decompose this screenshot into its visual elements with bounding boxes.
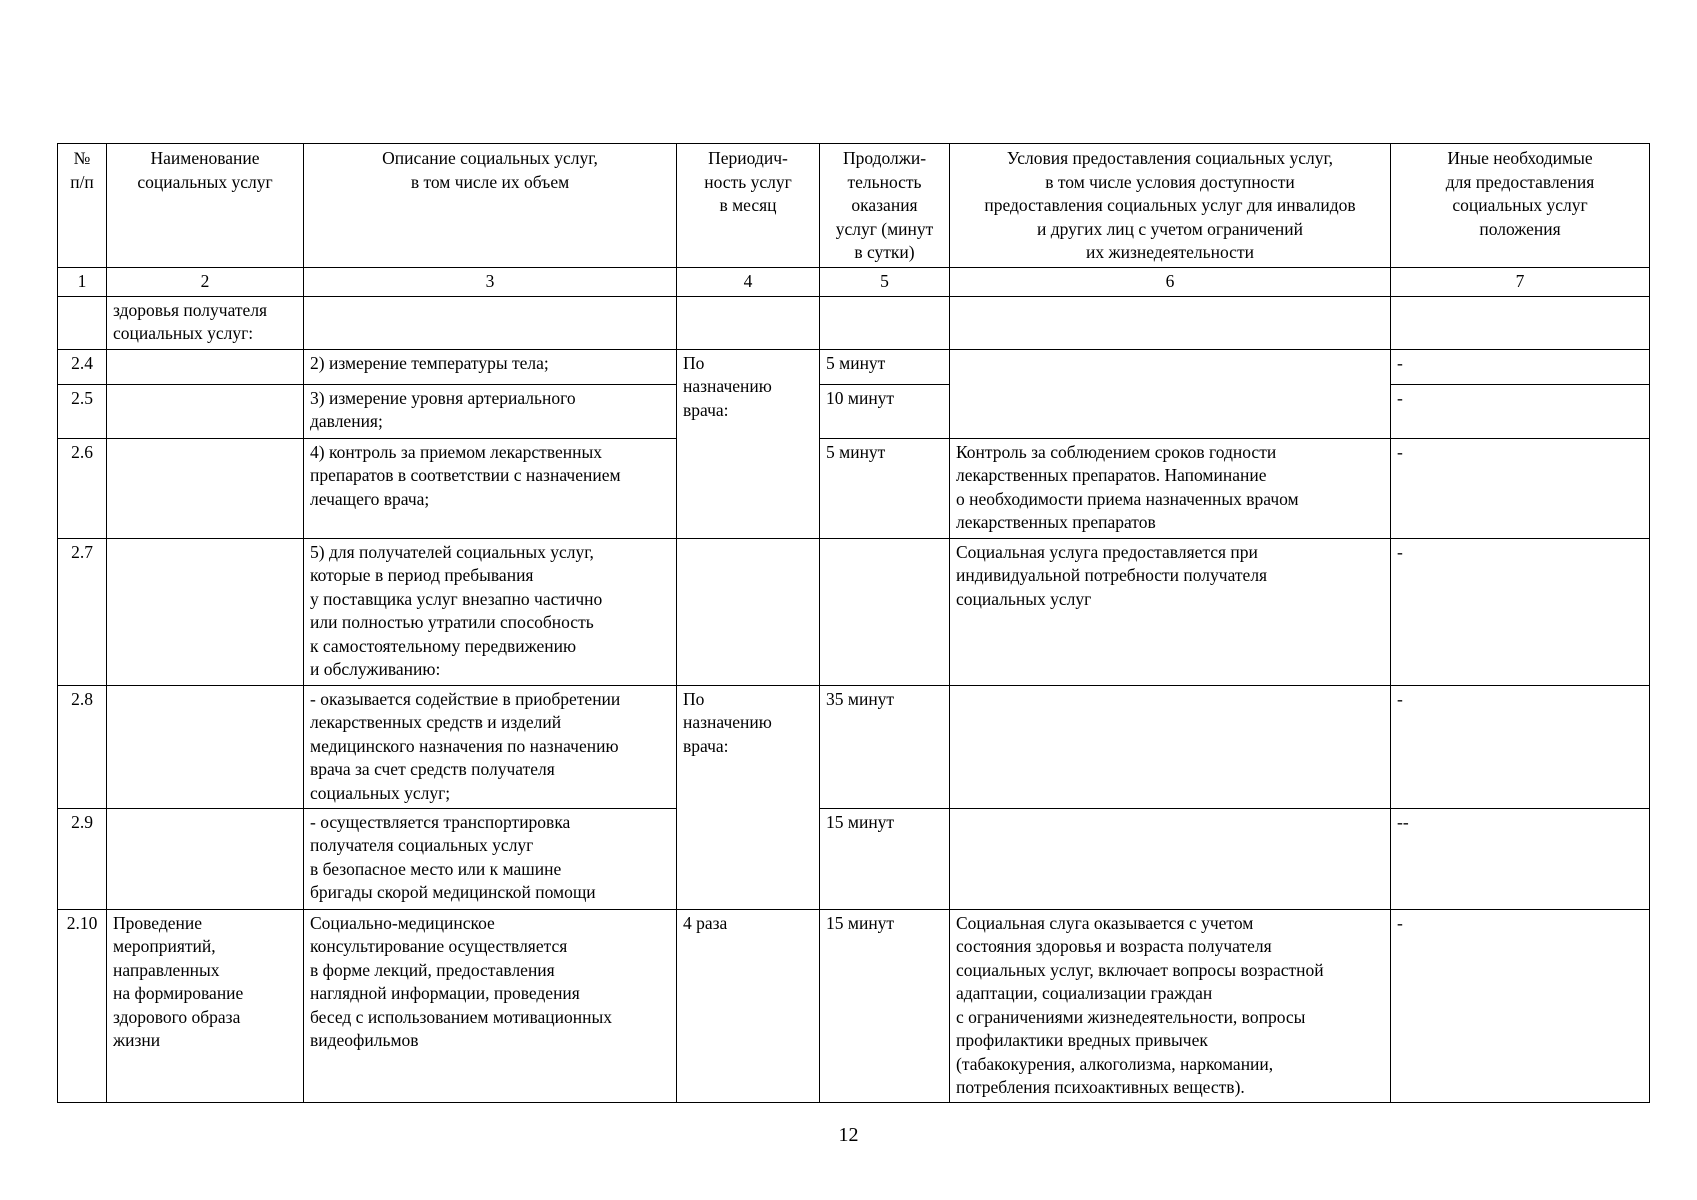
other-provisions-cell: - (1391, 438, 1650, 538)
description-cell: 5) для получателей социальных услуг, которые в период пребывания у поставщика услуг внезапно частично или полностью утратили способность к самостоятельному передвижению и обслуживанию: (304, 538, 677, 685)
table-row (58, 438, 1650, 538)
other-provisions-cell: - (1391, 384, 1650, 438)
row-number-cell: 2.8 (58, 685, 107, 808)
row-number-cell: 2.6 (58, 438, 107, 538)
header-description: Описание социальных услуг, в том числе их объем (304, 144, 677, 268)
service-name-cell (107, 438, 304, 538)
table-row (58, 349, 1650, 384)
table-header-row (58, 144, 1650, 268)
other-provisions-cell: - (1391, 349, 1650, 384)
description-cell: - осуществляется транспортировка получателя социальных услуг в безопасное место или к машине бригады скорой медицинской помощи (304, 808, 677, 909)
duration-cell (820, 538, 950, 685)
header-number: № п/п (58, 144, 107, 268)
row-number-cell: 2.7 (58, 538, 107, 685)
periodicity-cell: По назначению врача: (677, 685, 820, 909)
service-name-cell: здоровья получателя социальных услуг: (107, 296, 304, 349)
conditions-cell: Контроль за соблюдением сроков годности лекарственных препаратов. Напоминание о необходимости приема назначенных врачом лекарственных препаратов (950, 438, 1391, 538)
row-number-cell: 2.5 (58, 384, 107, 438)
table-row (58, 296, 1650, 349)
periodicity-cell: 4 раза (677, 909, 820, 1102)
table-row (58, 909, 1650, 1102)
conditions-cell (950, 296, 1391, 349)
description-cell: - оказывается содействие в приобретении лекарственных средств и изделий медицинского назначения по назначению врача за счет средств получателя социальных услуг; (304, 685, 677, 808)
column-number-1: 1 (58, 267, 107, 296)
conditions-cell (950, 349, 1391, 438)
service-name-cell (107, 538, 304, 685)
header-periodicity: Периодич- ность услуг в месяц (677, 144, 820, 268)
conditions-cell (950, 808, 1391, 909)
column-number-4: 4 (677, 267, 820, 296)
periodicity-cell: По назначению врача: (677, 349, 820, 538)
header-other-provisions: Иные необходимые для предоставления социальных услуг положения (1391, 144, 1650, 268)
service-name-cell (107, 685, 304, 808)
service-name-cell (107, 349, 304, 384)
conditions-cell (950, 685, 1391, 808)
row-number-cell (58, 296, 107, 349)
service-name-cell: Проведение мероприятий, направленных на формирование здорового образа жизни (107, 909, 304, 1102)
duration-cell: 15 минут (820, 808, 950, 909)
conditions-cell: Социальная услуга предоставляется при индивидуальной потребности получателя социальных услуг (950, 538, 1391, 685)
column-number-3: 3 (304, 267, 677, 296)
header-service-name: Наименование социальных услуг (107, 144, 304, 268)
duration-cell: 15 минут (820, 909, 950, 1102)
other-provisions-cell: -- (1391, 808, 1650, 909)
column-number-6: 6 (950, 267, 1391, 296)
description-cell: Социально-медицинское консультирование осуществляется в форме лекций, предоставления наглядной информации, проведения бесед с использованием мотивационных видеофильмов (304, 909, 677, 1102)
duration-cell: 10 минут (820, 384, 950, 438)
row-number-cell: 2.9 (58, 808, 107, 909)
description-cell: 4) контроль за приемом лекарственных препаратов в соответствии с назначением лечащего врача; (304, 438, 677, 538)
duration-cell (820, 296, 950, 349)
page-number: 12 (838, 1124, 859, 1146)
other-provisions-cell: - (1391, 909, 1650, 1102)
conditions-cell: Социальная слуга оказывается с учетом состояния здоровья и возраста получателя социальных услуг, включает вопросы возрастной адаптации, социализации граждан с ограничениями жизнедеятельности, вопросы профилактики вредных привычек (табакокурения, алкоголизма, наркомании, потребления психоактивных веществ). (950, 909, 1391, 1102)
header-duration: Продолжи- тельность оказания услуг (минут в сутки) (820, 144, 950, 268)
table-row (58, 685, 1650, 808)
service-name-cell (107, 808, 304, 909)
other-provisions-cell: - (1391, 538, 1650, 685)
other-provisions-cell (1391, 296, 1650, 349)
header-conditions: Условия предоставления социальных услуг, в том числе условия доступности предоставления социальных услуг для инвалидов и других лиц с учетом ограничений их жизнедеятельности (950, 144, 1391, 268)
column-number-5: 5 (820, 267, 950, 296)
other-provisions-cell: - (1391, 685, 1650, 808)
service-name-cell (107, 384, 304, 438)
description-cell: 3) измерение уровня артериального давления; (304, 384, 677, 438)
duration-cell: 5 минут (820, 349, 950, 384)
duration-cell: 5 минут (820, 438, 950, 538)
column-number-2: 2 (107, 267, 304, 296)
duration-cell: 35 минут (820, 685, 950, 808)
table-row (58, 384, 1650, 438)
periodicity-cell (677, 538, 820, 685)
table-row (58, 538, 1650, 685)
column-number-7: 7 (1391, 267, 1650, 296)
table-row (58, 808, 1650, 909)
description-cell (304, 296, 677, 349)
row-number-cell: 2.10 (58, 909, 107, 1102)
description-cell: 2) измерение температуры тела; (304, 349, 677, 384)
periodicity-cell (677, 296, 820, 349)
row-number-cell: 2.4 (58, 349, 107, 384)
services-table (57, 143, 1650, 1103)
column-numbers-row (58, 267, 1650, 296)
